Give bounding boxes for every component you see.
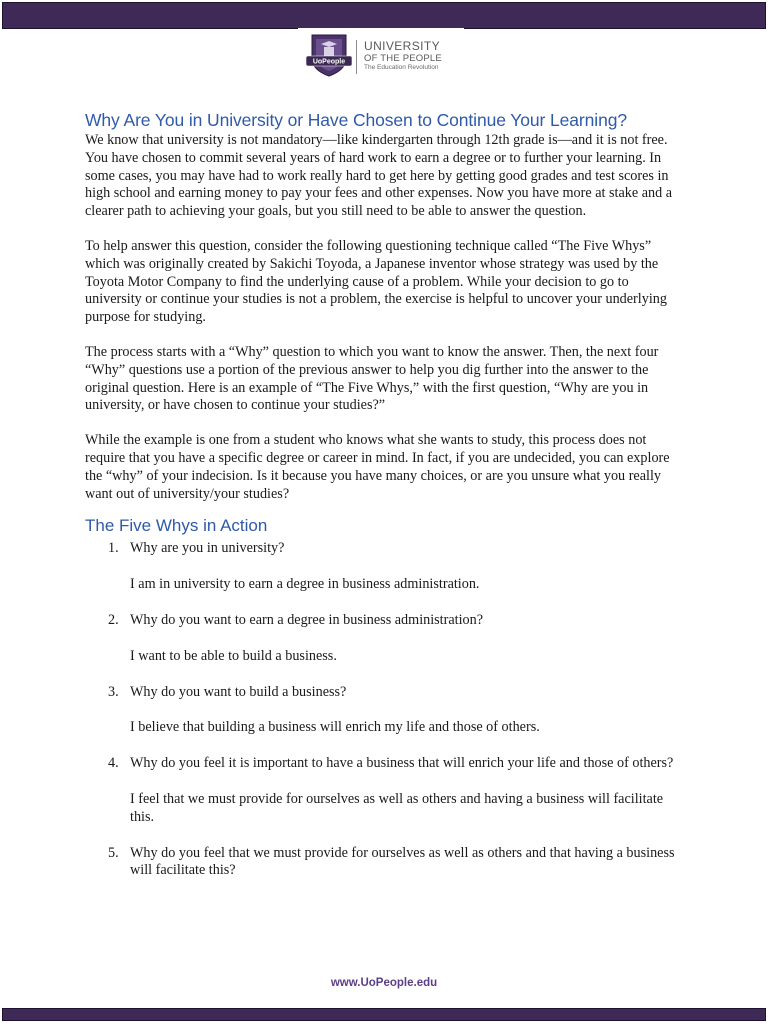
document-body	[85, 110, 685, 898]
intro-paragraph: We know that university is not mandatory—like kindergarten through 12th grade is—and it is not free. You have chosen to commit several years of hard work to earn a degree or to further your learning. In some cases, you may have had to work really hard to get here by getting good grades and test scores in high school and earning money to pay your fees and other expenses. Now you have more at stake and a clearer path to achieving your goals, but you still need to be able to answer the question.	[85, 132, 673, 220]
logo-tagline: The Education Revolution	[364, 64, 439, 71]
five-whys-intro-paragraph: To help answer this question, consider the following questioning technique called “The Five Whys” which was originally created by Sakichi Toyoda, a Japanese inventor whose strategy was used by the Toyota Motor Company to find the underlying cause of a problem. While your decision to go to university or continue your studies is not a problem, the exercise is helpful to uncover your underlying purpose for studying.	[85, 237, 667, 326]
list-number: 1.	[108, 540, 119, 557]
footer-website-link[interactable]: www.UoPeople.edu	[330, 977, 438, 989]
list-item	[85, 612, 685, 666]
five-whys-list	[85, 540, 685, 880]
logo-divider	[356, 40, 357, 74]
why-question: Why are you in university?	[130, 540, 285, 557]
section-title: The Five Whys in Action	[85, 516, 268, 536]
list-number: 3.	[108, 683, 119, 700]
page-title: Why Are You in University or Have Chosen to Continue Your Learning?	[85, 110, 627, 130]
list-number: 2.	[108, 611, 119, 628]
why-answer: I feel that we must provide for ourselves as well as others and having a business will facilitate this.	[130, 790, 664, 825]
list-number: 5.	[108, 844, 119, 861]
list-item	[85, 845, 685, 881]
list-item	[85, 684, 685, 738]
list-item	[85, 540, 685, 594]
logo-line-university: UNIVERSITY	[364, 39, 441, 53]
list-number: 4.	[108, 755, 119, 772]
list-item	[85, 755, 685, 826]
header-bar	[2, 2, 766, 29]
why-question: Why do you want to earn a degree in business administration?	[130, 611, 484, 628]
why-answer: I believe that building a business will enrich my life and those of others.	[130, 719, 540, 736]
university-logo	[298, 28, 464, 86]
footer-bar	[2, 1008, 766, 1021]
logo-wordmark	[364, 40, 442, 72]
why-question: Why do you feel it is important to have a business that will enrich your life and those of others?	[130, 755, 674, 772]
crest-icon	[304, 32, 354, 78]
why-question: Why do you feel that we must provide for ourselves as well as others and that having a business will facilitate this?	[130, 844, 675, 879]
why-question: Why do you want to build a business?	[130, 683, 347, 700]
example-note-paragraph: While the example is one from a student who knows what she wants to study, this process does not require that you have a specific degree or career in mind. In fact, if you are undecided, you can explore the “why” of your indecision. Is it because you have many choices, or are you unsure what you really want out of university/your studies?	[85, 432, 670, 502]
process-paragraph: The process starts with a “Why” question to which you want to know the answer. Then, the next four “Why” questions use a portion of the previous answer to help you dig further into the answer to the original question. Here is an example of “The Five Whys,” with the first question, “Why are you in university, or have chosen to continue your studies?”	[85, 343, 659, 414]
why-answer: I am in university to earn a degree in business administration.	[130, 576, 480, 593]
why-answer: I want to be able to build a business.	[130, 647, 337, 664]
logo-badge-text: UoPeople	[312, 58, 346, 66]
logo-line-of-the-people: OF THE PEOPLE	[364, 53, 442, 64]
